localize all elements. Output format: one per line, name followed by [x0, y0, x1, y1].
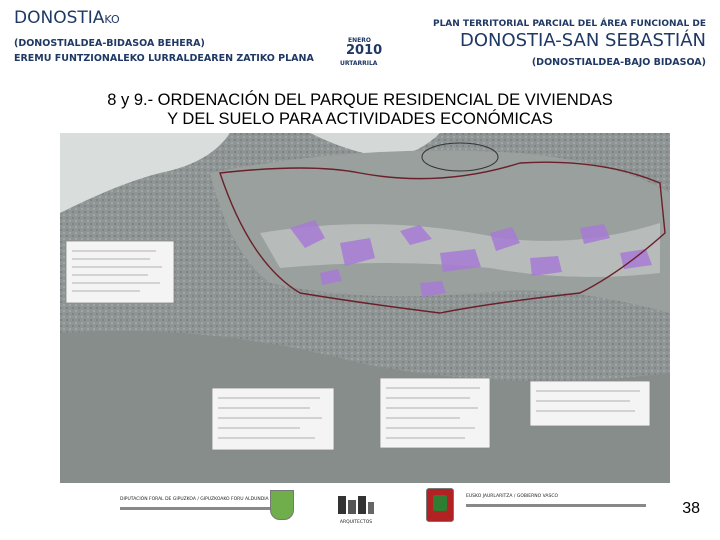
slide-heading-line2: Y DEL SUELO PARA ACTIVIDADES ECONÓMICAS	[167, 110, 553, 128]
shield-inner	[433, 495, 447, 511]
right-title-line2: DONOSTIA-SAN SEBASTIÁN	[459, 30, 706, 51]
architects-logo	[336, 494, 376, 525]
legend-panel	[66, 241, 174, 303]
architects-logo-icon	[336, 494, 376, 516]
legend-panel	[212, 388, 334, 450]
left-title	[14, 8, 120, 28]
gipuzkoa-shield-icon	[270, 490, 294, 520]
left-title-suffix: KO	[104, 13, 120, 26]
map-graphic	[60, 133, 670, 483]
slide-heading	[0, 91, 720, 129]
footer-left	[120, 497, 270, 510]
basque-government-shield-icon	[426, 488, 454, 522]
left-title-main: DONOSTIA	[14, 8, 105, 28]
legend-panel	[530, 381, 650, 426]
right-title-line1: PLAN TERRITORIAL PARCIAL DEL ÁREA FUNCIONAL DE	[432, 19, 706, 29]
left-subtitle-1: (DONOSTIALDEA-BIDASOA BEHERA)	[14, 38, 205, 49]
footer-right	[466, 494, 646, 507]
footer-left-divider	[120, 507, 270, 510]
footer-right-text: EUSKO JAURLARITZA / GOBIERNO VASCO	[466, 494, 559, 499]
left-subtitle-2: EREMU FUNTZIONALEKO LURRALDEAREN ZATIKO PLANA	[14, 53, 314, 64]
month-label: ENERO	[348, 37, 371, 44]
year-label: 2010	[346, 43, 383, 58]
footer-left-text: DIPUTACIÓN FORAL DE GIPUZKOA / GIPUZKOAKO FORU ALDUNDIA	[120, 497, 269, 502]
footer-right-divider	[466, 504, 646, 507]
legend-panel	[380, 378, 490, 448]
territorial-map	[60, 133, 670, 483]
slide-heading-line1: 8 y 9.- ORDENACIÓN DEL PARQUE RESIDENCIAL DE VIVIENDAS	[107, 91, 613, 109]
page-number: 38	[682, 500, 700, 517]
month-basque-label: URTARRILA	[340, 60, 378, 67]
right-subtitle: (DONOSTIALDEA-BAJO BIDASOA)	[531, 57, 706, 68]
architects-label: ARQUITECTOS	[339, 520, 373, 525]
